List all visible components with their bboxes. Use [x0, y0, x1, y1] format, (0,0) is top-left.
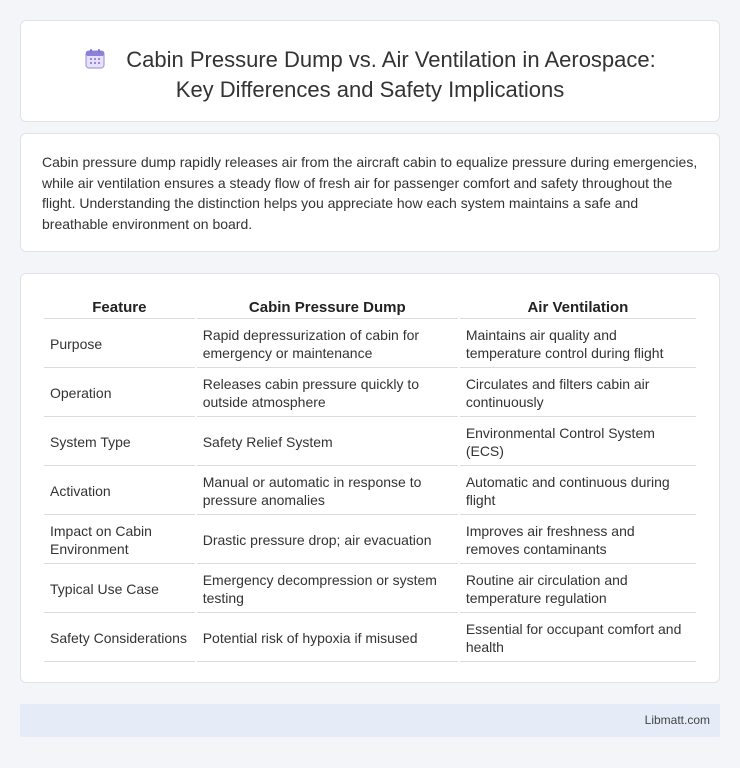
title-card	[20, 20, 720, 122]
row-feature-cell: Purpose	[44, 321, 195, 368]
table-row	[44, 321, 696, 368]
row-feature-cell: Typical Use Case	[44, 566, 195, 613]
row-feature-cell: Activation	[44, 468, 195, 515]
row-ventilation-cell: Environmental Control System (ECS)	[460, 419, 696, 466]
title-text-1: Cabin Pressure Dump vs. Air Ventilation in Aerospace:	[126, 47, 656, 72]
row-ventilation-cell: Circulates and filters cabin air continuously	[460, 370, 696, 417]
table-row	[44, 566, 696, 613]
row-dump-cell: Potential risk of hypoxia if misused	[197, 615, 458, 662]
row-dump-cell: Emergency decompression or system testing	[197, 566, 458, 613]
calendar-icon	[84, 48, 106, 70]
row-feature-cell: Safety Considerations	[44, 615, 195, 662]
row-feature-cell: Operation	[44, 370, 195, 417]
row-feature-cell: Impact on Cabin Environment	[44, 517, 195, 564]
row-feature-cell: System Type	[44, 419, 195, 466]
intro-card	[20, 133, 720, 252]
table-header-row	[44, 295, 696, 319]
row-ventilation-cell: Routine air circulation and temperature regulation	[460, 566, 696, 613]
row-dump-cell: Releases cabin pressure quickly to outside atmosphere	[197, 370, 458, 417]
table-row	[44, 468, 696, 515]
row-dump-cell: Rapid depressurization of cabin for emergency or maintenance	[197, 321, 458, 368]
header-air-ventilation: Air Ventilation	[460, 295, 696, 319]
footer-brand-link[interactable]: Libmatt.com	[644, 713, 710, 727]
table-row	[44, 370, 696, 417]
intro-paragraph: Cabin pressure dump rapidly releases air from the aircraft cabin to equalize pressure during emergencies, while air ventilation ensures a steady flow of fresh air for passenger comfort and safety throughout the flight. Understanding the distinction helps you appreciate how each system maintains a safe and breathable environment on board.	[42, 154, 698, 232]
title-line-2: Key Differences and Safety Implications	[175, 77, 565, 102]
table-row	[44, 517, 696, 564]
row-dump-cell: Manual or automatic in response to pressure anomalies	[197, 468, 458, 515]
title-line-1	[21, 45, 719, 75]
row-ventilation-cell: Maintains air quality and temperature control during flight	[460, 321, 696, 368]
table-row	[44, 419, 696, 466]
comparison-card	[20, 273, 720, 683]
header-cabin-pressure-dump: Cabin Pressure Dump	[197, 295, 458, 319]
table-row	[44, 615, 696, 662]
page-title	[21, 45, 719, 105]
header-feature: Feature	[44, 295, 195, 319]
comparison-table	[42, 293, 698, 664]
row-dump-cell: Safety Relief System	[197, 419, 458, 466]
row-ventilation-cell: Automatic and continuous during flight	[460, 468, 696, 515]
footer-bar	[20, 704, 720, 737]
row-dump-cell: Drastic pressure drop; air evacuation	[197, 517, 458, 564]
row-ventilation-cell: Essential for occupant comfort and health	[460, 615, 696, 662]
row-ventilation-cell: Improves air freshness and removes contaminants	[460, 517, 696, 564]
